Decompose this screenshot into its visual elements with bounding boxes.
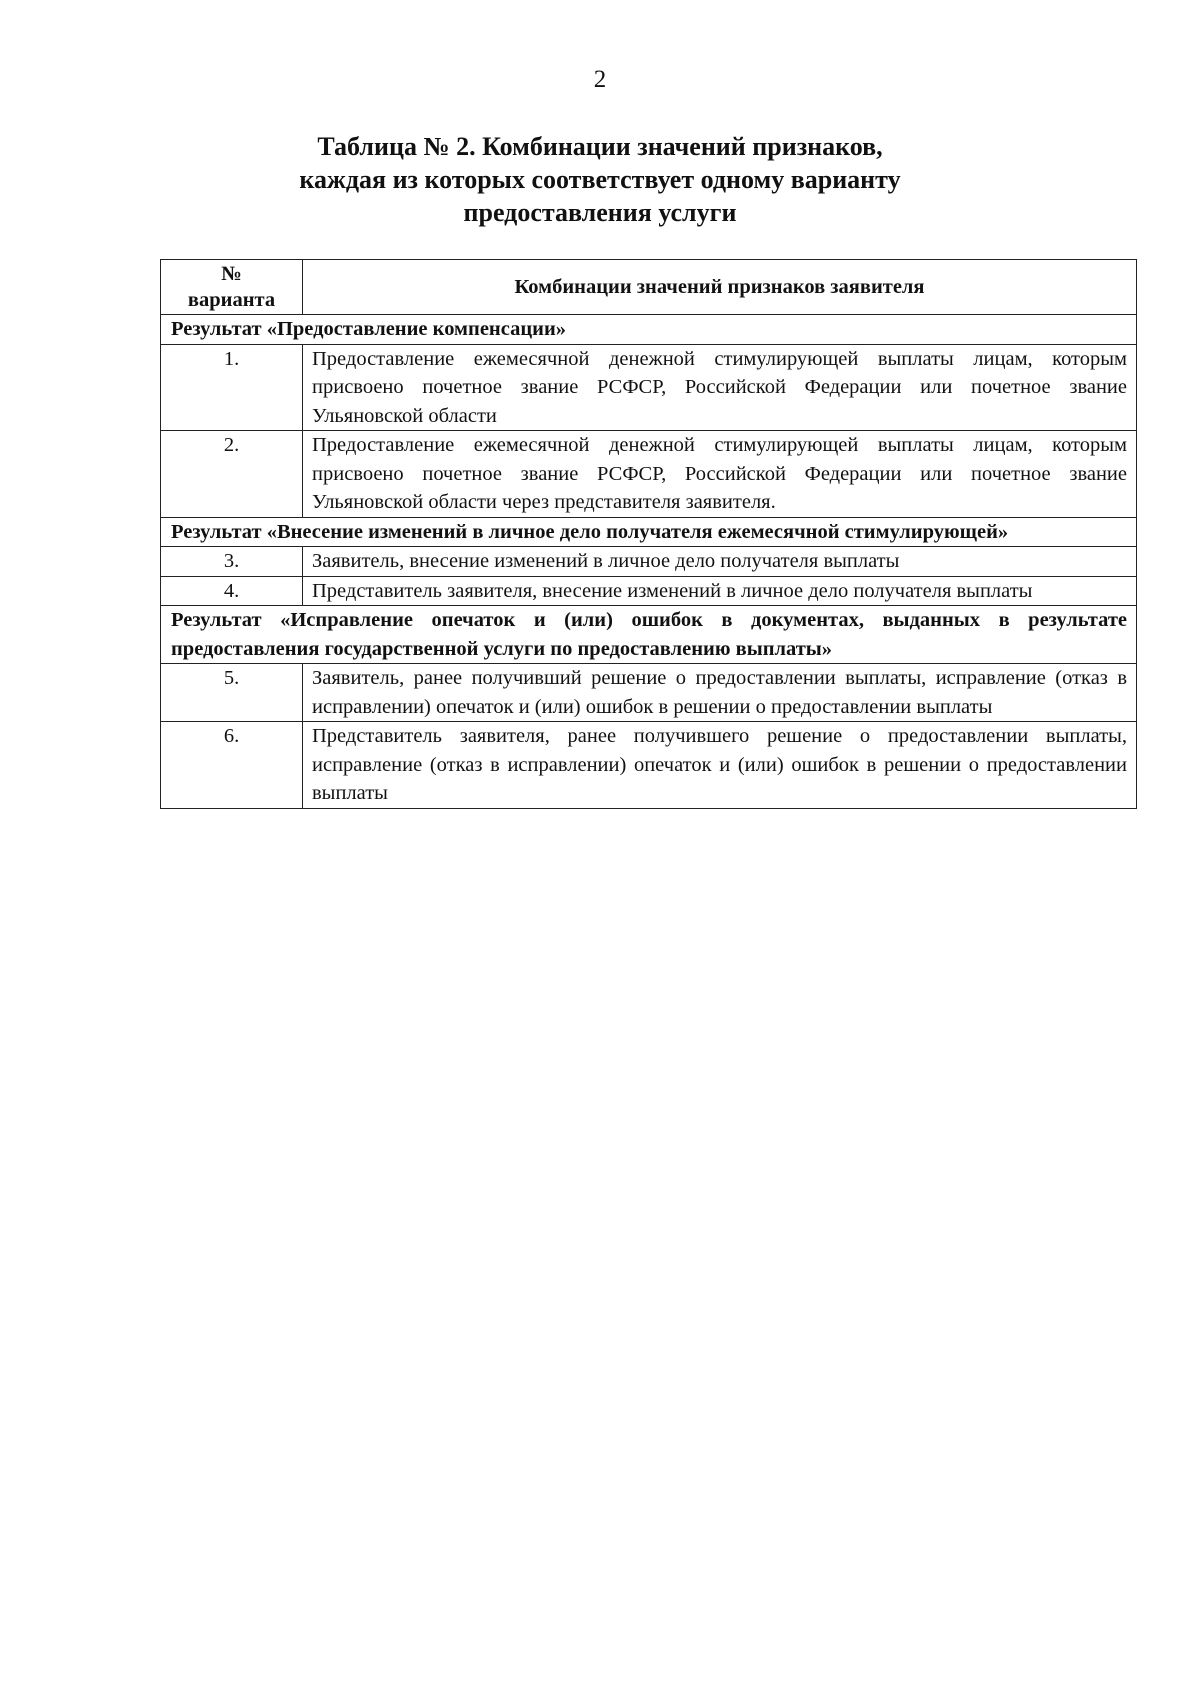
table-row bbox=[161, 431, 1137, 518]
header-variant-number bbox=[161, 260, 303, 315]
table-row bbox=[161, 547, 1137, 577]
title-line-1: Таблица № 2. Комбинации значений признаков, bbox=[317, 132, 883, 161]
variant-description: Заявитель, ранее получивший решение о предоставлении выплаты, исправление (отказ в исправлении) опечаток и (или) ошибок в решении о предоставлении выплаты bbox=[303, 664, 1137, 722]
variant-number: 4. bbox=[161, 576, 303, 606]
variants-table bbox=[160, 259, 1137, 809]
variant-description: Заявитель, внесение изменений в личное дело получателя выплаты bbox=[303, 547, 1137, 577]
title-line-3: предоставления услуги bbox=[463, 198, 737, 227]
document-title bbox=[160, 130, 1040, 229]
variant-description: Представитель заявителя, внесение изменений в личное дело получателя выплаты bbox=[303, 576, 1137, 606]
variant-number: 1. bbox=[161, 344, 303, 431]
section-title-3: Результат «Исправление опечаток и (или) ошибок в документах, выданных в результате предоставления государственной услуги по предоставлению выплаты» bbox=[161, 606, 1137, 664]
variant-number: 3. bbox=[161, 547, 303, 577]
page-number: 2 bbox=[593, 66, 607, 93]
table-row bbox=[161, 664, 1137, 722]
variant-number: 6. bbox=[161, 722, 303, 809]
table-row bbox=[161, 344, 1137, 431]
header-num-label: варианта bbox=[187, 289, 276, 311]
section-title-2: Результат «Внесение изменений в личное дело получателя ежемесячной стимулирующей» bbox=[161, 517, 1137, 547]
table-row bbox=[161, 722, 1137, 809]
table-row bbox=[161, 576, 1137, 606]
section-row bbox=[161, 315, 1137, 345]
section-row bbox=[161, 517, 1137, 547]
variant-description: Предоставление ежемесячной денежной стимулирующей выплаты лицам, которым присвоено почетное звание РСФСР, Российской Федерации или почетное звание Ульяновской области bbox=[303, 344, 1137, 431]
header-num-symbol: № bbox=[221, 263, 242, 285]
table-header-row bbox=[161, 260, 1137, 315]
variant-number: 2. bbox=[161, 431, 303, 518]
section-row bbox=[161, 606, 1137, 664]
header-combinations: Комбинации значений признаков заявителя bbox=[303, 260, 1137, 315]
variants-table-container bbox=[160, 259, 1136, 809]
variant-description: Представитель заявителя, ранее получившего решение о предоставлении выплаты, исправление (отказ в исправлении) опечаток и (или) ошибок в решении о предоставлении выплаты bbox=[303, 722, 1137, 809]
section-title-1: Результат «Предоставление компенсации» bbox=[161, 315, 1137, 345]
variant-description: Предоставление ежемесячной денежной стимулирующей выплаты лицам, которым присвоено почетное звание РСФСР, Российской Федерации или почетное звание Ульяновской области через представителя заявителя. bbox=[303, 431, 1137, 518]
title-line-2: каждая из которых соответствует одному варианту bbox=[299, 165, 901, 194]
variant-number: 5. bbox=[161, 664, 303, 722]
